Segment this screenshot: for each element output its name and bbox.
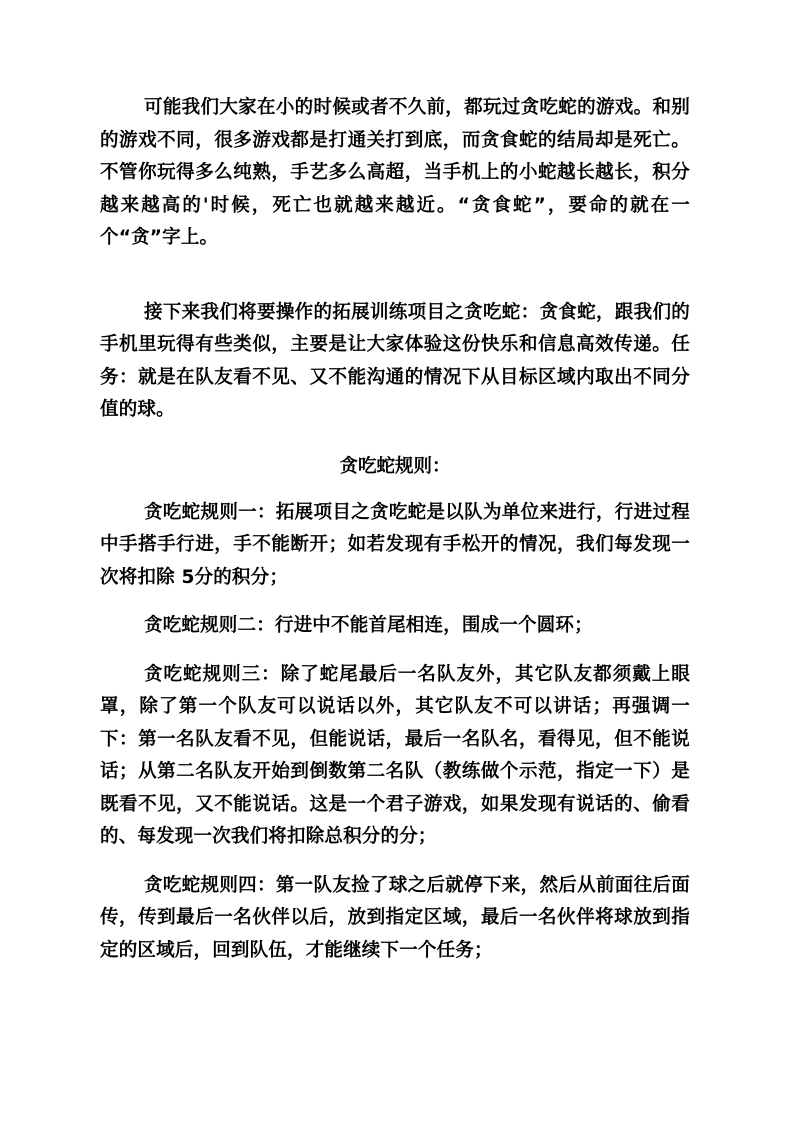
task-paragraph: 接下来我们将要操作的拓展训练项目之贪吃蛇：贪食蛇，跟我们的手机里玩得有些类似，主要是让大家体验这份快乐和信息高效传递。任务：就是在队友看不见、又不能沟通的情况下从目标区域内取出不同分值的球。 [100, 301, 690, 420]
rule-one-paragraph: 贪吃蛇规则一：拓展项目之贪吃蛇是以队为单位来进行，行进过程中手搭手行进，手不能断开；如若发现有手松开的情况，我们每发现一次将扣除 5分的积分； [100, 501, 690, 588]
rule-four-paragraph: 贪吃蛇规则四：第一队友捡了球之后就停下来，然后从前面往后面传，传到最后一名伙伴以后，放到指定区域，最后一名伙伴将球放到指定的区域后，回到队伍，才能继续下一个任务； [100, 874, 690, 961]
intro-paragraph: 可能我们大家在小的时候或者不久前，都玩过贪吃蛇的游戏。和别的游戏不同，很多游戏都是打通关打到底，而贪食蛇的结局却是死亡。不管你玩得多么纯熟，手艺多么高超，当手机上的小蛇越长越长，积分越来越高的'时候，死亡也就越来越近。“贪食蛇”，要命的就在一个“贪”字上。 [100, 97, 690, 248]
rule-three-paragraph: 贪吃蛇规则三：除了蛇尾最后一名队友外，其它队友都须戴上眼罩，除了第一个队友可以说话以外，其它队友不可以讲话；再强调一下：第一名队友看不见，但能说话，最后一名队名，看得见，但不能说话；从第二名队友开始到倒数第二名队（教练做个示范，指定一下）是既看不见，又不能说话。这是一个君子游戏，如果发现有说话的、偷看的、每发现一次我们将扣除总积分的分； [100, 663, 690, 847]
rules-heading: 贪吃蛇规则： [339, 455, 451, 477]
rule-two-paragraph: 贪吃蛇规则二：行进中不能首尾相连，围成一个圆环； [144, 615, 593, 636]
document-page [100, 92, 690, 967]
